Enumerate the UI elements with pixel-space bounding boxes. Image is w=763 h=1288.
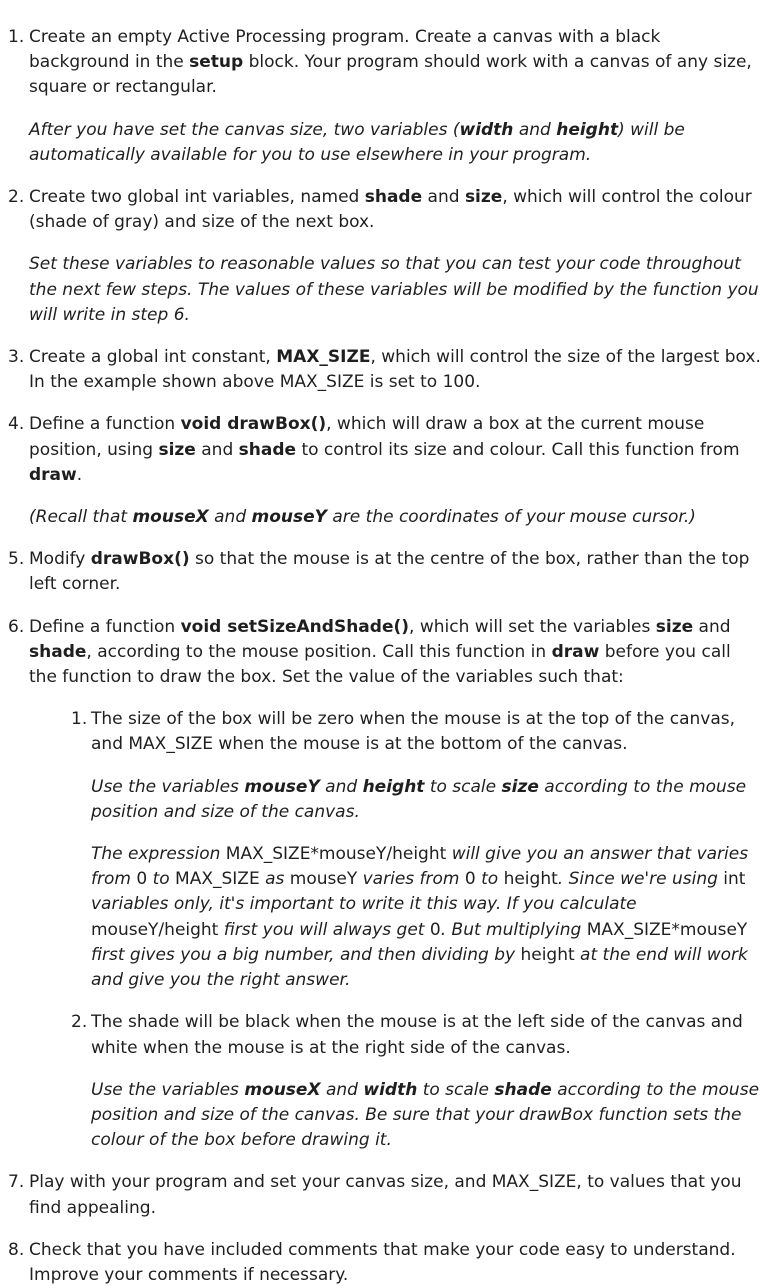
- step-8: [0, 1238, 763, 1288]
- text-run: .: [76, 464, 83, 485]
- text-run: and: [319, 776, 363, 797]
- text-run: , which will control the size of the largest box. In the example shown above MAX_SIZE is set to 100.: [29, 347, 761, 393]
- text-run: to control its size and colour. Call this function from: [296, 439, 740, 460]
- step-number: 1.: [8, 27, 25, 47]
- step-text: [29, 1170, 763, 1220]
- bold-term: draw: [29, 464, 77, 485]
- bold-term: height: [556, 119, 619, 140]
- code-term: mouseY/height: [91, 919, 219, 940]
- text-run: Set these variables to reasonable values so that you can test your code throughout the next few steps. The values of these variables will be modified by the function you will write in step 6.: [29, 254, 759, 325]
- step-note: [29, 252, 763, 328]
- code-term: 0: [136, 869, 148, 890]
- text-run: After you have set the canvas size, two variables (: [29, 119, 460, 140]
- substep-text: [91, 707, 763, 757]
- code-term: mouseY: [289, 869, 358, 890]
- bold-term: width: [363, 1079, 418, 1100]
- text-run: Create a global int constant,: [29, 347, 277, 368]
- bold-term: width: [459, 119, 514, 140]
- text-run: according to the mouse position and size of the canvas.: [91, 776, 747, 822]
- bold-term: void setSizeAndShade(): [180, 616, 410, 637]
- text-run: first you will always get: [218, 919, 430, 940]
- substep-note: [91, 1078, 763, 1154]
- bold-term: mouseY: [251, 507, 327, 528]
- bold-term: mouseX: [132, 507, 209, 528]
- text-run: will give you an answer that varies from: [91, 844, 749, 890]
- text-run: , according to the mouse position. Call this function in: [86, 641, 552, 662]
- text-run: (Recall that: [29, 507, 133, 528]
- substep-number: 1.: [71, 709, 88, 730]
- text-run: and: [320, 1079, 364, 1100]
- text-run: at the end will work and give you the right answer.: [91, 944, 748, 991]
- code-term: MAX_SIZE*mouseY: [586, 919, 748, 940]
- bold-term: shade: [364, 187, 423, 208]
- text-run: according to the mouse position and size of the canvas. Be sure that your drawBox function sets the colour of the box before drawing it.: [91, 1079, 760, 1151]
- step-1: [0, 25, 763, 168]
- code-term: int: [723, 869, 746, 890]
- substep-text: [91, 1010, 763, 1060]
- text-run: and: [693, 616, 731, 637]
- step-text: [29, 615, 763, 691]
- step-number: 7.: [8, 1172, 25, 1193]
- bold-term: size: [158, 439, 196, 460]
- bold-term: drawBox(): [90, 549, 190, 570]
- text-run: before you call the function to draw the box. Set the value of the variables such that:: [29, 641, 731, 688]
- text-run: so that the mouse is at the centre of the box, rather than the top left corner.: [29, 549, 750, 595]
- code-term: 0: [464, 869, 476, 890]
- step-7: [0, 1170, 763, 1220]
- step-number: 5.: [8, 549, 25, 570]
- substep-note: [91, 842, 763, 993]
- step-number: 3.: [8, 347, 25, 368]
- bold-term: mouseY: [244, 776, 320, 797]
- bold-term: MAX_SIZE: [276, 347, 371, 368]
- text-run: block. Your program should work with a canvas of any size, square or rectangular.: [29, 52, 752, 98]
- text-run: first gives you a big number, and then dividing by: [91, 944, 521, 965]
- step-6-sub-1: [0, 707, 763, 993]
- step-6-sub-2: [0, 1010, 763, 1153]
- bold-term: size: [501, 776, 539, 797]
- step-number: 4.: [8, 414, 25, 435]
- bold-term: shade: [494, 1079, 552, 1100]
- text-run: Check that you have included comments that make your code easy to understand. Improve your comments if necessary.: [29, 1239, 736, 1285]
- text-run: Create an empty Active Processing program. Create a canvas with a black background in the: [29, 27, 661, 73]
- text-run: The expression: [91, 844, 226, 865]
- bold-term: draw: [551, 641, 600, 662]
- bold-term: void drawBox(): [180, 414, 327, 435]
- code-term: height: [520, 944, 575, 965]
- text-run: , which will draw a box at the current mouse position, using: [29, 414, 705, 460]
- text-run: Use the variables: [91, 776, 245, 797]
- substep-number: 2.: [71, 1012, 88, 1033]
- text-run: . Since we're using: [557, 869, 724, 890]
- text-run: to scale: [417, 1079, 495, 1100]
- text-run: to: [147, 869, 176, 890]
- text-run: ) will be automatically available for you to use elsewhere in your program.: [29, 119, 685, 165]
- text-run: as: [259, 869, 290, 890]
- step-number: 2.: [8, 187, 25, 208]
- text-run: are the coordinates of your mouse cursor.): [326, 507, 696, 528]
- text-run: and: [195, 439, 239, 460]
- bold-term: size: [464, 187, 503, 208]
- text-run: to: [475, 869, 504, 890]
- step-6: [0, 615, 763, 691]
- bold-term: size: [655, 616, 694, 637]
- step-2: [0, 185, 763, 328]
- step-text: [29, 185, 763, 235]
- step-text: [29, 25, 763, 101]
- text-run: and: [422, 187, 465, 208]
- text-run: Modify: [29, 549, 91, 570]
- bold-term: height: [362, 776, 425, 797]
- text-run: variables only, it's important to write it this way. If you calculate: [91, 894, 637, 915]
- step-number: 8.: [8, 1239, 25, 1260]
- text-run: Play with your program and set your canvas size, and MAX_SIZE, to values that you find appealing.: [29, 1172, 742, 1218]
- text-run: Define a function: [29, 414, 181, 435]
- text-run: . But multiplying: [440, 919, 587, 940]
- step-note: [29, 118, 763, 168]
- bold-term: shade: [29, 641, 87, 662]
- text-run: , which will set the variables: [409, 616, 656, 637]
- step-number: 6.: [8, 616, 25, 637]
- text-run: , which will control the colour (shade of gray) and size of the next box.: [29, 187, 752, 233]
- text-run: The size of the box will be zero when the mouse is at the top of the canvas, and MAX_SIZE when the mouse is at the bottom of the canvas.: [91, 709, 736, 755]
- step-text: [29, 1238, 763, 1288]
- code-term: height: [503, 869, 558, 890]
- text-run: and: [513, 119, 557, 140]
- step-text: [29, 547, 763, 597]
- text-run: Create two global int variables, named: [29, 187, 365, 208]
- text-run: Define a function: [29, 616, 181, 637]
- step-4: [0, 412, 763, 530]
- bold-term: mouseX: [244, 1079, 321, 1100]
- text-run: to scale: [424, 776, 502, 797]
- code-term: MAX_SIZE: [175, 869, 260, 890]
- text-run: Use the variables: [91, 1079, 245, 1100]
- code-term: 0: [429, 919, 441, 940]
- text-run: The shade will be black when the mouse is at the left side of the canvas and white when the mouse is at the right side of the canvas.: [91, 1012, 743, 1058]
- bold-term: shade: [238, 439, 297, 460]
- bold-term: setup: [189, 52, 244, 73]
- code-term: MAX_SIZE*mouseY/height: [225, 844, 447, 865]
- step-text: [29, 412, 763, 488]
- text-run: varies from: [357, 869, 465, 890]
- step-note: [29, 505, 763, 530]
- substep-note: [91, 775, 763, 825]
- step-3: [0, 345, 763, 395]
- step-5: [0, 547, 763, 597]
- step-text: [29, 345, 763, 395]
- text-run: and: [208, 507, 252, 528]
